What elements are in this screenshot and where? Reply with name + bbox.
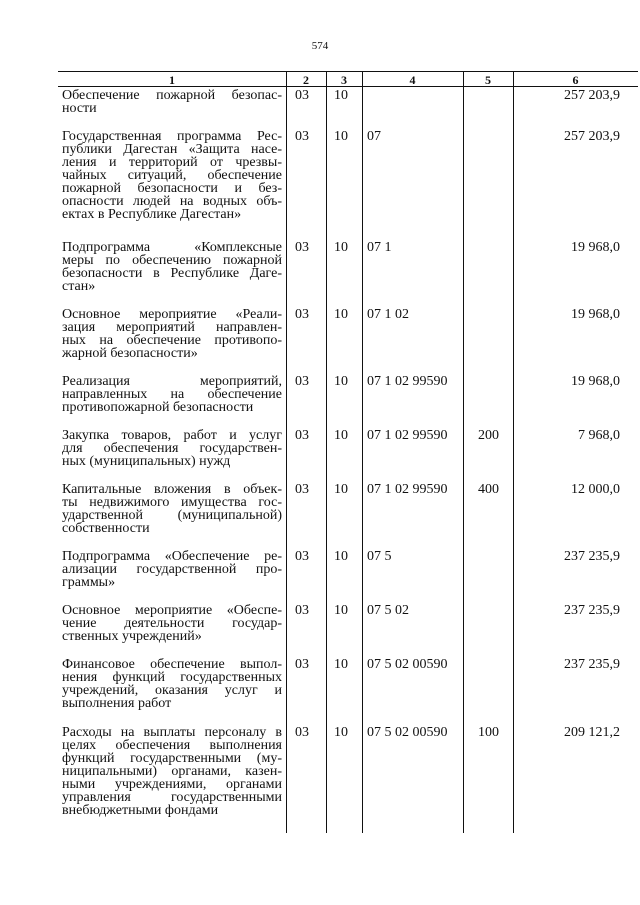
row-description-line: ектах в Республике Дагестан»	[62, 207, 242, 222]
row-description	[62, 130, 282, 221]
row-description	[62, 241, 282, 293]
row-target-article: 07 5 02	[367, 603, 409, 618]
row-description-line: Основное мероприятие «Реали-	[62, 307, 282, 322]
row-target-article: 07 1 02 99590	[367, 374, 448, 389]
row-description-line: опасности людей на водных объ-	[62, 194, 282, 209]
row-description-line: ализации государственной про-	[62, 562, 282, 577]
row-amount: 257 203,9	[564, 88, 620, 103]
row-description	[62, 726, 282, 817]
row-target-article: 07 1 02	[367, 307, 409, 322]
header-col-3: 3	[341, 73, 347, 87]
row-amount: 7 968,0	[578, 428, 620, 443]
header-col-4: 4	[409, 73, 416, 87]
row-section: 03	[295, 725, 309, 740]
row-description-line: граммы»	[62, 575, 116, 590]
row-section: 03	[295, 129, 309, 144]
row-amount: 237 235,9	[564, 657, 620, 672]
row-target-article: 07 1 02 99590	[367, 428, 448, 443]
row-description-line: Расходы на выплаты персоналу в	[62, 725, 282, 740]
row-expense-type: 100	[478, 725, 499, 740]
row-description-line: для обеспечения государствен-	[62, 441, 282, 456]
row-description-line: меры по обеспечению пожарной	[62, 253, 282, 268]
row-amount: 12 000,0	[571, 482, 620, 497]
budget-table	[58, 71, 638, 833]
row-section: 03	[295, 240, 309, 255]
row-amount: 257 203,9	[564, 129, 620, 144]
row-description-line: управления государственными	[62, 790, 282, 805]
header-col-2: 2	[303, 73, 309, 87]
row-amount: 19 968,0	[571, 374, 620, 389]
row-subsection: 10	[334, 374, 348, 389]
row-description-line: ты недвижимого имущества гос-	[62, 495, 282, 510]
row-subsection: 10	[334, 603, 348, 618]
header-col-1: 1	[169, 73, 175, 87]
row-expense-type: 400	[478, 482, 499, 497]
row-expense-type: 200	[478, 428, 499, 443]
row-description	[62, 483, 282, 535]
row-description-line: Основное мероприятие «Обеспе-	[62, 603, 282, 618]
header-col-5: 5	[485, 73, 491, 87]
row-description	[62, 658, 282, 710]
row-description	[62, 550, 282, 589]
row-description-line: выполнения работ	[62, 696, 172, 711]
row-description-line: пожарной безопасности и без-	[62, 181, 282, 196]
row-subsection: 10	[334, 88, 348, 103]
row-description-line: публики Дагестан «Защита насе-	[62, 142, 282, 157]
row-description-line: жарной безопасности»	[62, 346, 198, 361]
row-description-line: Финансовое обеспечение выпол-	[62, 657, 282, 672]
row-section: 03	[295, 88, 309, 103]
column-divider	[463, 71, 464, 833]
row-description-line: Государственная программа Рес-	[62, 129, 282, 144]
row-amount: 19 968,0	[571, 240, 620, 255]
row-subsection: 10	[334, 240, 348, 255]
row-description-line: внебюджетными фондами	[62, 803, 219, 818]
page-number: 574	[311, 40, 329, 52]
table-header	[58, 72, 638, 86]
row-description	[62, 308, 282, 360]
row-description-line: чайных ситуаций, обеспечение	[62, 168, 282, 183]
row-description-line: Подпрограмма «Обеспечение ре-	[62, 549, 282, 564]
row-description-line: ления и территорий от чрезвы-	[62, 155, 282, 170]
row-description-line: собственности	[62, 521, 150, 536]
row-description-line: целях обеспечения выполнения	[62, 738, 282, 753]
row-amount: 209 121,2	[564, 725, 620, 740]
row-description-line: ниципальными) органами, казен-	[62, 764, 282, 779]
column-divider	[326, 71, 327, 833]
row-target-article: 07	[367, 129, 381, 144]
row-description-line: ными учреждениями, органами	[62, 777, 282, 792]
row-description-line: Реализация мероприятий,	[62, 374, 282, 389]
row-description-line: ударственной (муниципальной)	[62, 508, 282, 523]
row-description	[62, 89, 282, 115]
row-subsection: 10	[334, 725, 348, 740]
row-description-line: стан»	[62, 279, 96, 294]
row-description-line: нения функций государственных	[62, 670, 282, 685]
row-description-line: учреждений, оказания услуг и	[62, 683, 282, 698]
row-description	[62, 375, 282, 414]
row-section: 03	[295, 603, 309, 618]
row-subsection: 10	[334, 657, 348, 672]
row-section: 03	[295, 657, 309, 672]
row-section: 03	[295, 307, 309, 322]
row-subsection: 10	[334, 549, 348, 564]
row-section: 03	[295, 482, 309, 497]
row-target-article: 07 1 02 99590	[367, 482, 448, 497]
row-description	[62, 604, 282, 643]
row-description-line: зация мероприятий направлен-	[62, 320, 282, 335]
row-description-line: противопожарной безопасности	[62, 400, 254, 415]
column-divider	[362, 71, 363, 833]
row-amount: 19 968,0	[571, 307, 620, 322]
row-description-line: ных на обеспечение противопо-	[62, 333, 282, 348]
row-target-article: 07 5 02 00590	[367, 657, 448, 672]
column-divider	[286, 71, 287, 833]
row-section: 03	[295, 374, 309, 389]
row-subsection: 10	[334, 482, 348, 497]
row-description-line: чение деятельности государ-	[62, 616, 282, 631]
row-target-article: 07 5	[367, 549, 392, 564]
row-description-line: функций государственными (му-	[62, 751, 282, 766]
row-subsection: 10	[334, 307, 348, 322]
row-amount: 237 235,9	[564, 603, 620, 618]
row-amount: 237 235,9	[564, 549, 620, 564]
row-subsection: 10	[334, 428, 348, 443]
row-target-article: 07 5 02 00590	[367, 725, 448, 740]
row-description-line: Подпрограмма «Комплексные	[62, 240, 282, 255]
column-divider	[513, 71, 514, 833]
row-section: 03	[295, 428, 309, 443]
row-description-line: направленных на обеспечение	[62, 387, 282, 402]
row-description-line: безопасности в Республике Даге-	[62, 266, 282, 281]
row-description-line: ственных учреждений»	[62, 629, 202, 644]
row-description-line: Капитальные вложения в объек-	[62, 482, 282, 497]
row-description	[62, 429, 282, 468]
row-description-line: ности	[62, 101, 97, 116]
header-col-6: 6	[572, 73, 579, 87]
row-description-line: Обеспечение пожарной безопас-	[62, 88, 282, 103]
row-description-line: ных (муниципальных) нужд	[62, 454, 231, 469]
row-description-line: Закупка товаров, работ и услуг	[62, 428, 282, 443]
row-subsection: 10	[334, 129, 348, 144]
row-section: 03	[295, 549, 309, 564]
row-target-article: 07 1	[367, 240, 392, 255]
